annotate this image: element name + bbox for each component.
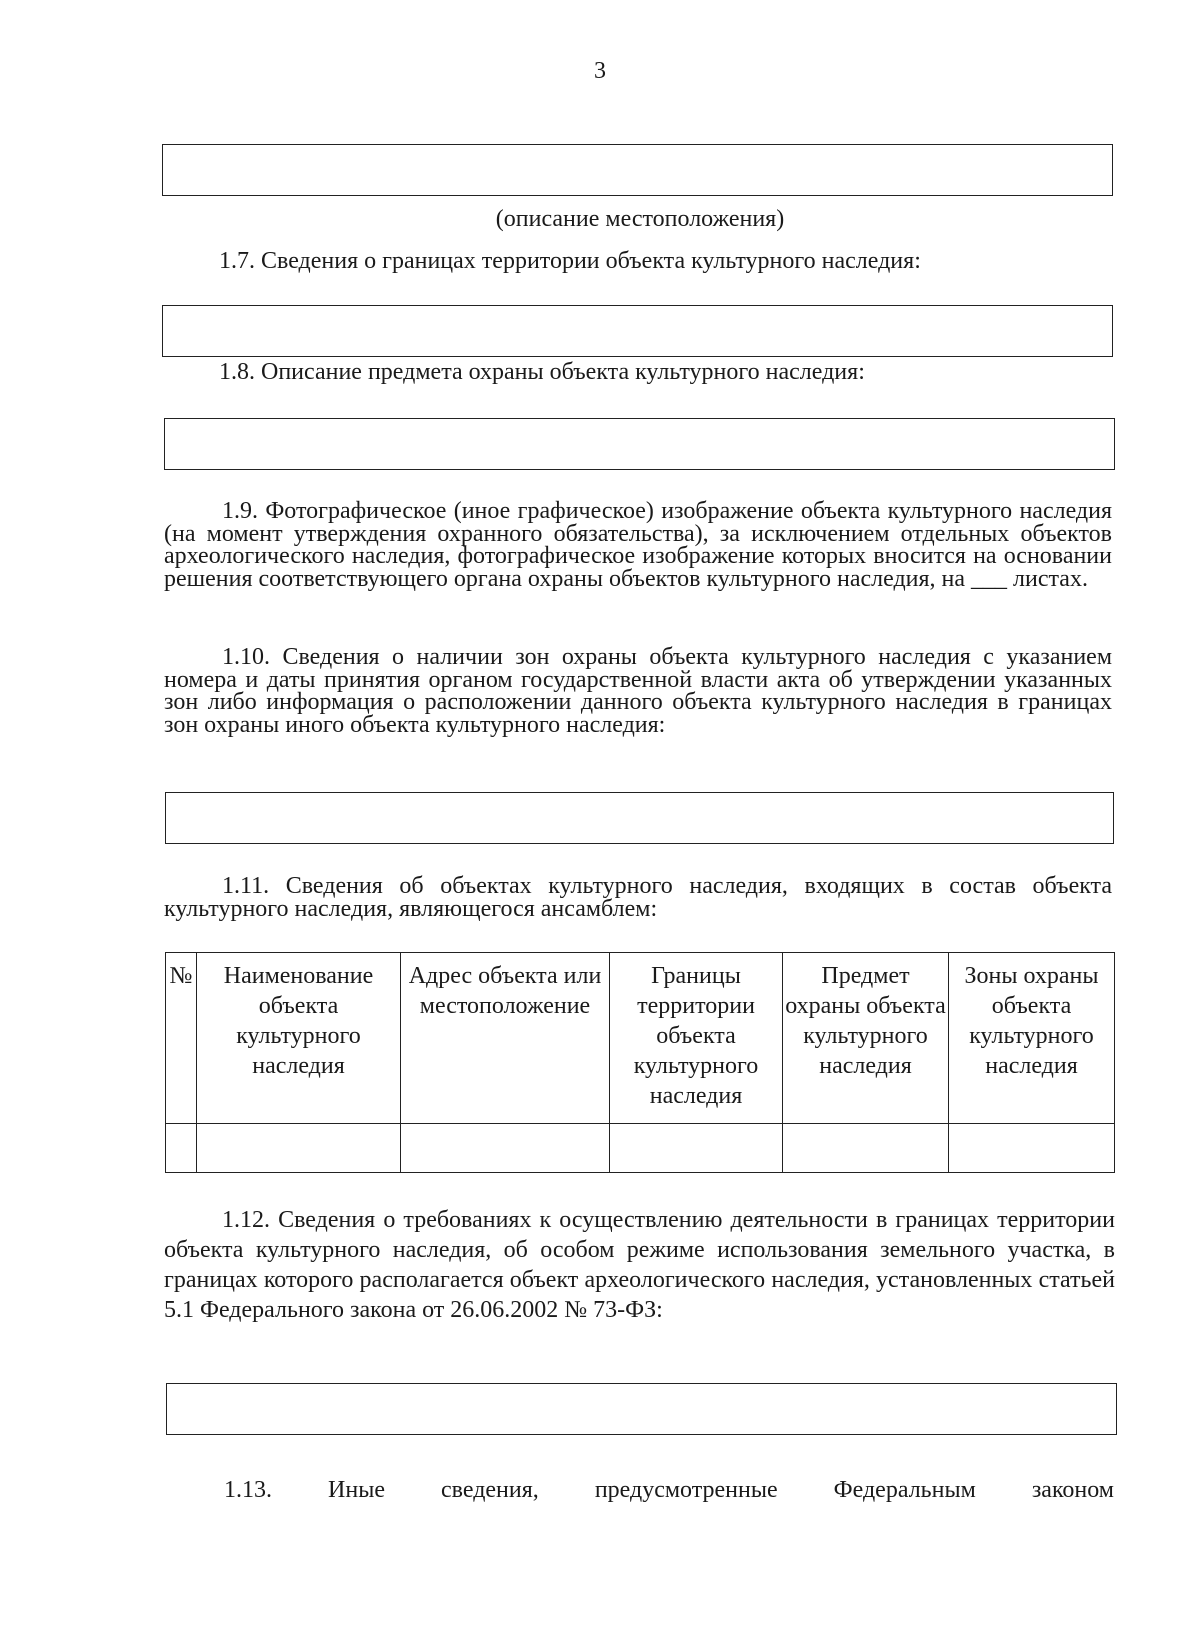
table-row[interactable] (166, 1124, 1115, 1173)
section-1-13-word: законом (1031, 1477, 1114, 1503)
column-header-object-name: Наименование объекта культурного наследия (197, 953, 401, 1124)
column-header-protection-zones: Зоны охраны объекта культурного наследия (949, 953, 1115, 1124)
section-1-7-heading: 1.7. Сведения о границах территории объекта культурного наследия: (219, 248, 921, 274)
section-1-13-word: предусмотренные (594, 1477, 778, 1503)
table-header-row (166, 953, 1115, 1124)
section-1-11-paragraph: 1.11. Сведения об объектах культурного наследия, входящих в состав объекта культурного наследия, являющегося ансамблем: (164, 873, 1112, 922)
column-header-protection-subject: Предмет охраны объекта культурного наследия (783, 953, 949, 1124)
protection-subject-field-box[interactable] (164, 418, 1115, 470)
column-header-number: № (166, 953, 197, 1124)
location-field-box[interactable] (162, 144, 1113, 196)
section-1-8-heading: 1.8. Описание предмета охраны объекта культурного наследия: (219, 359, 865, 385)
activity-requirements-field-box[interactable] (166, 1383, 1117, 1435)
table-cell[interactable] (949, 1124, 1115, 1173)
location-caption: (описание местоположения) (495, 206, 785, 232)
section-1-13-word: Иные (328, 1477, 385, 1503)
section-1-10-paragraph: 1.10. Сведения о наличии зон охраны объекта культурного наследия с указанием номера и даты принятия органом государственной власти акта об утверждении указанных зон либо информация о расположении данного объекта культурного наследия в границах зон охраны иного объекта культурного наследия: (164, 644, 1112, 738)
section-1-9-paragraph: 1.9. Фотографическое (иное графическое) изображение объекта культурного наследия (на момент утверждения охранного обязательства), за исключением отдельных объектов археологического наследия, фотографическое изображение которых вносится на основании решения соответствующего органа охраны объектов культурного наследия, на ___ листах. (164, 498, 1112, 592)
column-header-address: Адрес объекта или местоположение (401, 953, 610, 1124)
section-1-13-word: сведения, (441, 1477, 539, 1503)
table-cell[interactable] (401, 1124, 610, 1173)
section-1-13-word: 1.13. (224, 1477, 272, 1503)
protection-zones-field-box[interactable] (165, 792, 1114, 844)
territory-bounds-field-box[interactable] (162, 305, 1113, 357)
table-cell[interactable] (166, 1124, 197, 1173)
table-cell[interactable] (197, 1124, 401, 1173)
table-cell[interactable] (783, 1124, 949, 1173)
section-1-13-word: Федеральным (833, 1477, 976, 1503)
column-header-territory-bounds: Границы территории объекта культурного наследия (610, 953, 783, 1124)
table-cell[interactable] (610, 1124, 783, 1173)
section-1-13-line (224, 1476, 1114, 1504)
ensemble-objects-table (165, 952, 1115, 1173)
page-number: 3 (594, 58, 606, 84)
section-1-12-paragraph: 1.12. Сведения о требованиях к осуществлению деятельности в границах территории объекта культурного наследия, об особом режиме использования земельного участка, в границах которого располагается объект археологического наследия, установленных статьей 5.1 Федерального закона от 26.06.2002 № 73-ФЗ: (164, 1207, 1115, 1323)
